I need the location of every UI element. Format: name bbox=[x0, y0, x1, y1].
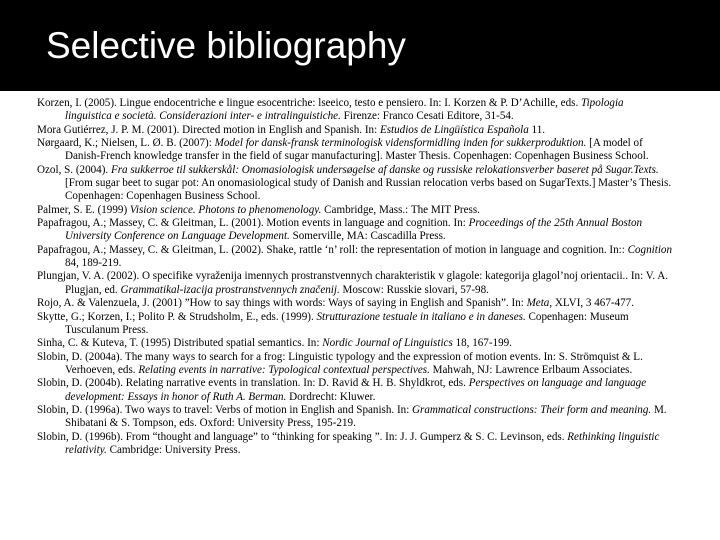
entry-title: Grammatical constructions: Their form and meaning. bbox=[412, 403, 652, 416]
entry-title: Rethinking linguistic relativity. bbox=[65, 430, 660, 456]
entry-text: Sinha, C. & Kuteva, T. (1995) Distributed spatial semantics. In: bbox=[37, 337, 323, 350]
entry-text: [A model of Danish-French knowledge transfer in the field of sugar manufacturing]. Master Thesis. Copenhagen: Copenhagen Business School. bbox=[65, 137, 649, 163]
entry-text: Mahwah, NJ: Lawrence Erlbaum Associates. bbox=[429, 363, 633, 376]
entry-text: Firenze: Franco Cesati Editore, 31-54. bbox=[340, 110, 514, 123]
entry-text: [From sugar beet to sugar pot: An onomasiological study of Danish and Russian relocation verbs based on SugarTexts.] Master’s Thesis. Copenhagen: Copenhagen Business School. bbox=[65, 177, 672, 203]
entry-text: Papafragou, A.; Massey, C. & Gleitman, L. (2001). Motion events in language and cognition. In: bbox=[37, 217, 469, 230]
bibliography-entry bbox=[37, 351, 673, 378]
entry-text: Slobin, D. (2004b). Relating narrative events in translation. In: D. Ravid & H. B. Shyldkrot, eds. bbox=[37, 377, 469, 390]
entry-text: Slobin, D. (1996a). Two ways to travel: Verbs of motion in English and Spanish. In: bbox=[37, 403, 413, 416]
entry-text: Slobin, D. (2004a). The many ways to search for a frog: Linguistic typology and the expression of motion events. In: S. Strömquist & L. Verhoeven, eds. bbox=[37, 350, 643, 376]
bibliography-entry bbox=[37, 311, 673, 338]
bibliography-entry bbox=[37, 377, 673, 404]
entry-text: Slobin, D. (1996b). From “thought and language” to “thinking for speaking ”. In: J. J. Gumperz & S. C. Levinson, eds. bbox=[37, 430, 568, 443]
bibliography-entry bbox=[37, 297, 673, 310]
entry-text: Korzen, I. (2005). Lingue endocentriche e lingue esocentriche: lseeico, testo e pensiero. In: I. Korzen & P. D’Achille, eds. bbox=[37, 97, 582, 109]
entry-text: Cambridge: University Press. bbox=[106, 443, 241, 456]
bibliography-entry bbox=[37, 431, 673, 458]
bibliography-entry bbox=[37, 164, 673, 204]
entry-text: Moscow: Russkie slovari, 57-98. bbox=[339, 283, 489, 296]
entry-title: Proceedings of the 25th Annual Boston University Conference on Language Development. bbox=[65, 217, 643, 243]
bibliography-entry bbox=[37, 404, 673, 431]
entry-text: Somerville, MA: Cascadilla Press. bbox=[289, 230, 446, 243]
entry-text: Plungjan, V. A. (2002). O specifike vyraženija imennych prostranstvennych charakteristik v glagole: kategorija glagol’noj orientacii.. In: V. A. Plugjan, ed. bbox=[37, 270, 669, 296]
entry-title: Cognition bbox=[627, 243, 672, 256]
entry-title: Meta, bbox=[526, 297, 553, 310]
entry-title: Model for dansk-fransk terminologisk vidensformidling inden for sukkerproduktion. bbox=[214, 137, 587, 150]
slide-title: Selective bibliography bbox=[46, 25, 406, 66]
entry-text: Papafragou, A.; Massey, C. & Gleitman, L. (2002). Shake, rattle ‘n’ roll: the representation of motion in language and cognition. In:: bbox=[37, 243, 628, 256]
bibliography-entry bbox=[37, 337, 673, 350]
entry-text: Dordrecht: Kluwer. bbox=[286, 390, 376, 403]
entry-title: Estudios de Lingüística Española bbox=[379, 123, 529, 136]
entry-text: Ozol, S. (2004). bbox=[37, 163, 111, 176]
entry-text: Rojo, A. & Valenzuela, J. (2001) ”How to say things with words: Ways of saying in English and Spanish”. In: bbox=[37, 297, 527, 310]
entry-text: M. Shibatani & S. Tompson, eds. Oxford: University Press, 195-219. bbox=[65, 403, 667, 430]
bibliography-entry bbox=[37, 217, 673, 244]
entry-text: XLVI, 3 467-477. bbox=[552, 297, 635, 310]
entry-text: Copenhagen: Museum Tusculanum Press. bbox=[65, 310, 629, 336]
entry-title: Tipologia linguistica e società. Considerazioni inter- e intralinguistiche. bbox=[65, 97, 624, 123]
entry-text: Palmer, S. E. (1999) bbox=[37, 203, 130, 216]
entry-text: 11. bbox=[528, 123, 546, 136]
entry-text: 18, 167-199. bbox=[452, 337, 512, 350]
entry-text: Skytte, G.; Korzen, I.; Polito P. & Strudsholm, E., eds. (1999). bbox=[37, 310, 317, 323]
entry-text: 84, 189-219. bbox=[65, 257, 122, 270]
bibliography-list bbox=[37, 97, 673, 457]
bibliography-entry bbox=[37, 244, 673, 271]
bibliography-entry bbox=[37, 97, 673, 124]
entry-title: Grammatikal-izacija prostranstvennych značenij. bbox=[120, 283, 340, 296]
bibliography-entry bbox=[37, 204, 673, 217]
title-bar bbox=[0, 0, 720, 91]
bibliography-entry bbox=[37, 270, 673, 297]
entry-title: Nordic Journal of Linguistics bbox=[322, 337, 453, 350]
entry-title: Relating events in narrative: Typological contextual perspectives. bbox=[138, 363, 430, 376]
entry-text: Nørgaard, K.; Nielsen, L. Ø. B. (2007): bbox=[37, 137, 215, 150]
entry-title: Vision science. Photons to phenomenology. bbox=[129, 203, 322, 216]
bibliography-entry bbox=[37, 137, 673, 164]
entry-text: Mora Gutiérrez, J. P. M. (2001). Directed motion in English and Spanish. In: bbox=[37, 123, 380, 136]
entry-title: Perspectives on language and language development: Essays in honor of Ruth A. Berman. bbox=[65, 377, 647, 403]
entry-title: Fra sukkerroe til sukkerskål: Onomasiologisk undersøgelse af danske og russiske relokationsverber baseret på Sugar.Texts. bbox=[110, 163, 659, 176]
bibliography-entry bbox=[37, 124, 673, 137]
entry-title: Strutturazione testuale in italiano e in daneses. bbox=[316, 310, 526, 323]
entry-text: Cambridge, Mass.: The MIT Press. bbox=[321, 203, 480, 216]
